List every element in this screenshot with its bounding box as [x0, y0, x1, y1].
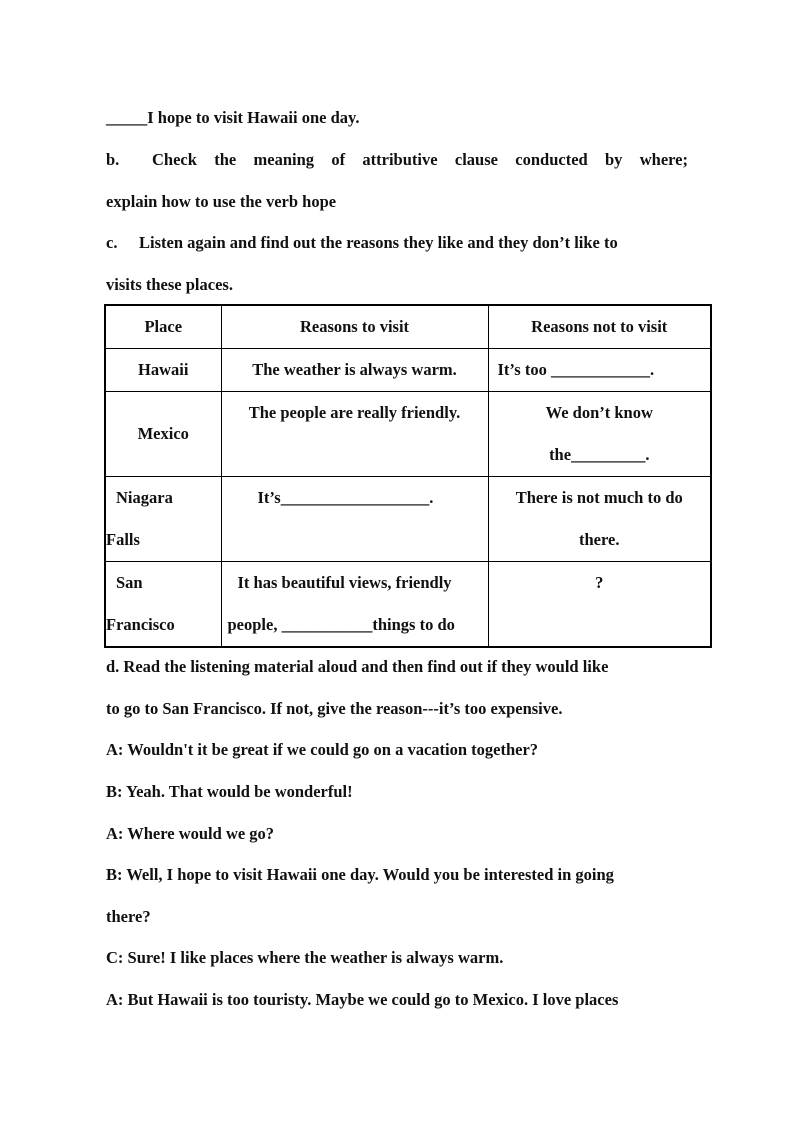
table-row: [105, 349, 711, 392]
reasons-table: [104, 304, 712, 648]
not-visit-cell: [488, 477, 711, 562]
answer-blank: _____: [106, 108, 148, 127]
visit-suffix: things to do: [372, 615, 455, 634]
not-visit-suffix: .: [645, 445, 650, 464]
visit-prefix: It’s: [257, 488, 281, 507]
place-cell: [105, 477, 221, 562]
intro-text: I hope to visit Hawaii one day.: [147, 108, 360, 127]
dialogue-line: A: Where would we go?: [106, 824, 275, 843]
not-visit-cell: ?: [488, 562, 711, 648]
header-place: Place: [105, 305, 221, 349]
table-row: [105, 392, 711, 477]
item-b-text-1: Check the meaning of attributive clause conducted by where;: [152, 150, 688, 169]
dialogue-line: A: But Hawaii is too touristy. Maybe we could go to Mexico. I love places: [106, 990, 619, 1009]
item-b-label: b.: [106, 150, 120, 169]
item-d-line-2: to go to San Francisco. If not, give the reason---it’s too expensive.: [106, 699, 563, 718]
item-b-line-2: explain how to use the verb hope: [106, 192, 337, 211]
item-c-label: c.: [106, 233, 118, 252]
place-line-2: Falls: [106, 530, 140, 549]
visit-prefix: people,: [227, 615, 282, 634]
not-visit-line-1: We don’t know: [545, 403, 653, 422]
dialogue-line: B: Yeah. That would be wonderful!: [106, 782, 353, 801]
dialogue-line: A: Wouldn't it be great if we could go on a vacation together?: [106, 740, 539, 759]
not-visit-line-1: There is not much to do: [515, 488, 683, 507]
fill-blank: _________: [571, 445, 646, 464]
place-cell: [105, 562, 221, 648]
place-line-1: Niagara: [116, 488, 173, 507]
table-row: [105, 477, 711, 562]
header-reasons-not-to-visit: Reasons not to visit: [488, 305, 711, 349]
not-visit-line-2: [489, 434, 711, 476]
dialogue-line: there?: [106, 907, 151, 926]
place-cell: Mexico: [105, 392, 221, 477]
visit-cell: The weather is always warm.: [221, 349, 488, 392]
fill-blank: ___________: [281, 615, 373, 634]
item-c-line-2: visits these places.: [106, 275, 233, 294]
header-reasons-to-visit: Reasons to visit: [221, 305, 488, 349]
table-row: [105, 562, 711, 648]
table-header-row: [105, 305, 711, 349]
visit-suffix: .: [429, 488, 434, 507]
not-visit-cell: [488, 392, 711, 477]
item-d-line-1: d. Read the listening material aloud and then find out if they would like: [106, 657, 609, 676]
visit-cell: [221, 477, 488, 562]
visit-line-1: It has beautiful views, friendly: [237, 573, 452, 592]
intro-sentence: [106, 108, 360, 128]
visit-line-2: [222, 604, 488, 646]
place-cell: Hawaii: [105, 349, 221, 392]
visit-cell: The people are really friendly.: [221, 392, 488, 477]
dialogue-line: C: Sure! I like places where the weather is always warm.: [106, 948, 504, 967]
not-visit-prefix: It’s too: [497, 360, 551, 379]
dialogue-line: B: Well, I hope to visit Hawaii one day. Would you be interested in going: [106, 865, 614, 884]
item-b-line-1: [106, 150, 688, 170]
place-line-1: San: [116, 573, 143, 592]
fill-blank: __________________: [280, 488, 430, 507]
not-visit-cell: [488, 349, 711, 392]
not-visit-prefix: the: [549, 445, 572, 464]
visit-cell: [221, 562, 488, 648]
place-line-2: Francisco: [106, 615, 175, 634]
item-c-line-1: [106, 233, 618, 253]
not-visit-line-2: there.: [579, 530, 620, 549]
not-visit-suffix: .: [649, 360, 655, 379]
item-c-text-1: Listen again and find out the reasons they like and they don’t like to: [139, 233, 618, 252]
fill-blank: ____________: [550, 360, 650, 379]
